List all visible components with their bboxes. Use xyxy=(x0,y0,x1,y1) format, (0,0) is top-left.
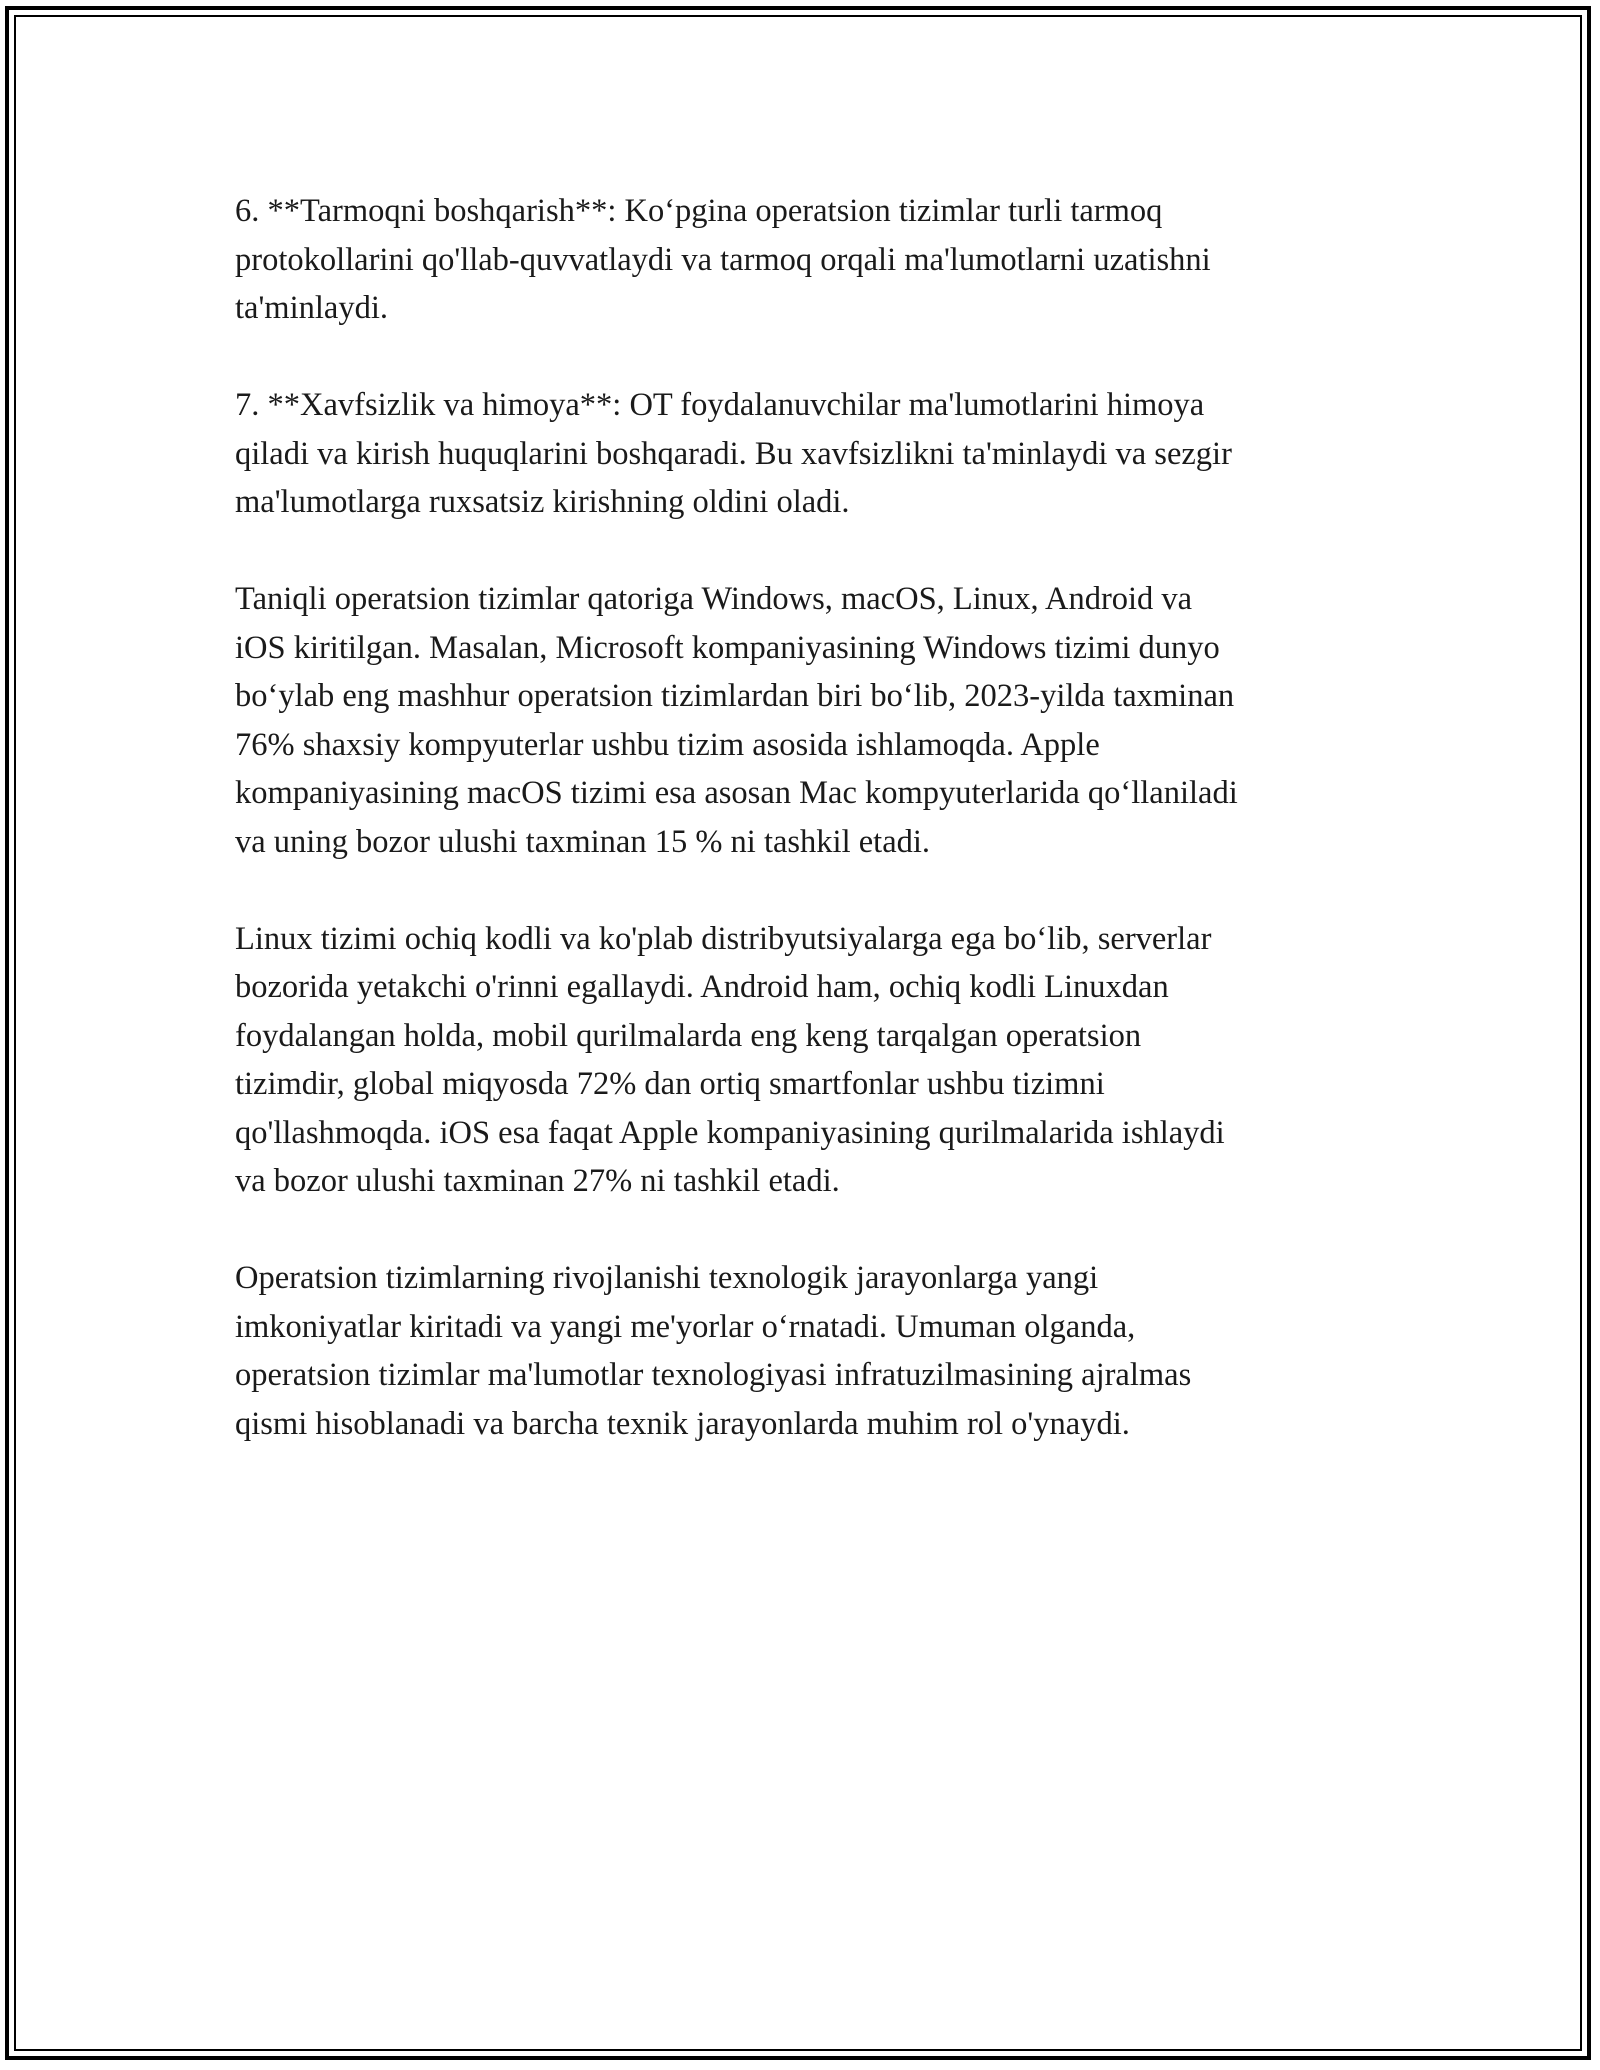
paragraph-conclusion: Operatsion tizimlarning rivojlanishi texnologik jarayonlarga yangi imkoniyatlar kiritadi va yangi me'yorlar o‘rnatadi. Umuman olganda, operatsion tizimlar ma'lumotlar texnologiyasi infratuzilmasining ajralmas qismi hisoblanadi va barcha texnik jarayonlarda muhim rol o'ynaydi. xyxy=(235,1260,1192,1442)
paragraph-linux-android-ios: Linux tizimi ochiq kodli va ko'plab distribyutsiyalarga ega bo‘lib, serverlar bozorida yetakchi o'rinni egallaydi. Android ham, ochiq kodli Linuxdan foydalangan holda, mobil qurilmalarda eng keng tarqalgan operatsion tizimdir, global miqyosda 72% dan ortiq smartfonlar ushbu tizimni qo'llashmoqda. iOS esa faqat Apple kompaniyasining qurilmalarida ishlaydi va bozor ulushi taxminan 27% ni tashkil etadi. xyxy=(235,920,1225,1199)
paragraph-security: 7. **Xavfsizlik va himoya**: OT foydalanuvchilar ma'lumotlarini himoya qiladi va kirish huquqlarini boshqaradi. Bu xavfsizlikni ta'minlaydi va sezgir ma'lumotlarga ruxsatsiz kirishning oldini oladi. xyxy=(235,387,1232,520)
paragraph-network-management: 6. **Tarmoqni boshqarish**: Ko‘pgina operatsion tizimlar turli tarmoq protokollarini qo'llab-quvvatlaydi va tarmoq orqali ma'lumotlarni uzatishni ta'minlaydi. xyxy=(235,193,1211,326)
document-body xyxy=(235,187,1375,1497)
paragraph-popular-os: Taniqli operatsion tizimlar qatoriga Windows, macOS, Linux, Android va iOS kiritilgan. Masalan, Microsoft kompaniyasining Windows tizimi dunyo bo‘ylab eng mashhur operatsion tizimlardan biri bo‘lib, 2023-yilda taxminan 76% shaxsiy kompyuterlar ushbu tizim asosida ishlamoqda. Apple kompaniyasining macOS tizimi esa asosan Mac kompyuterlarida qo‘llaniladi va uning bozor ulushi taxminan 15 % ni tashkil etadi. xyxy=(235,581,1238,860)
